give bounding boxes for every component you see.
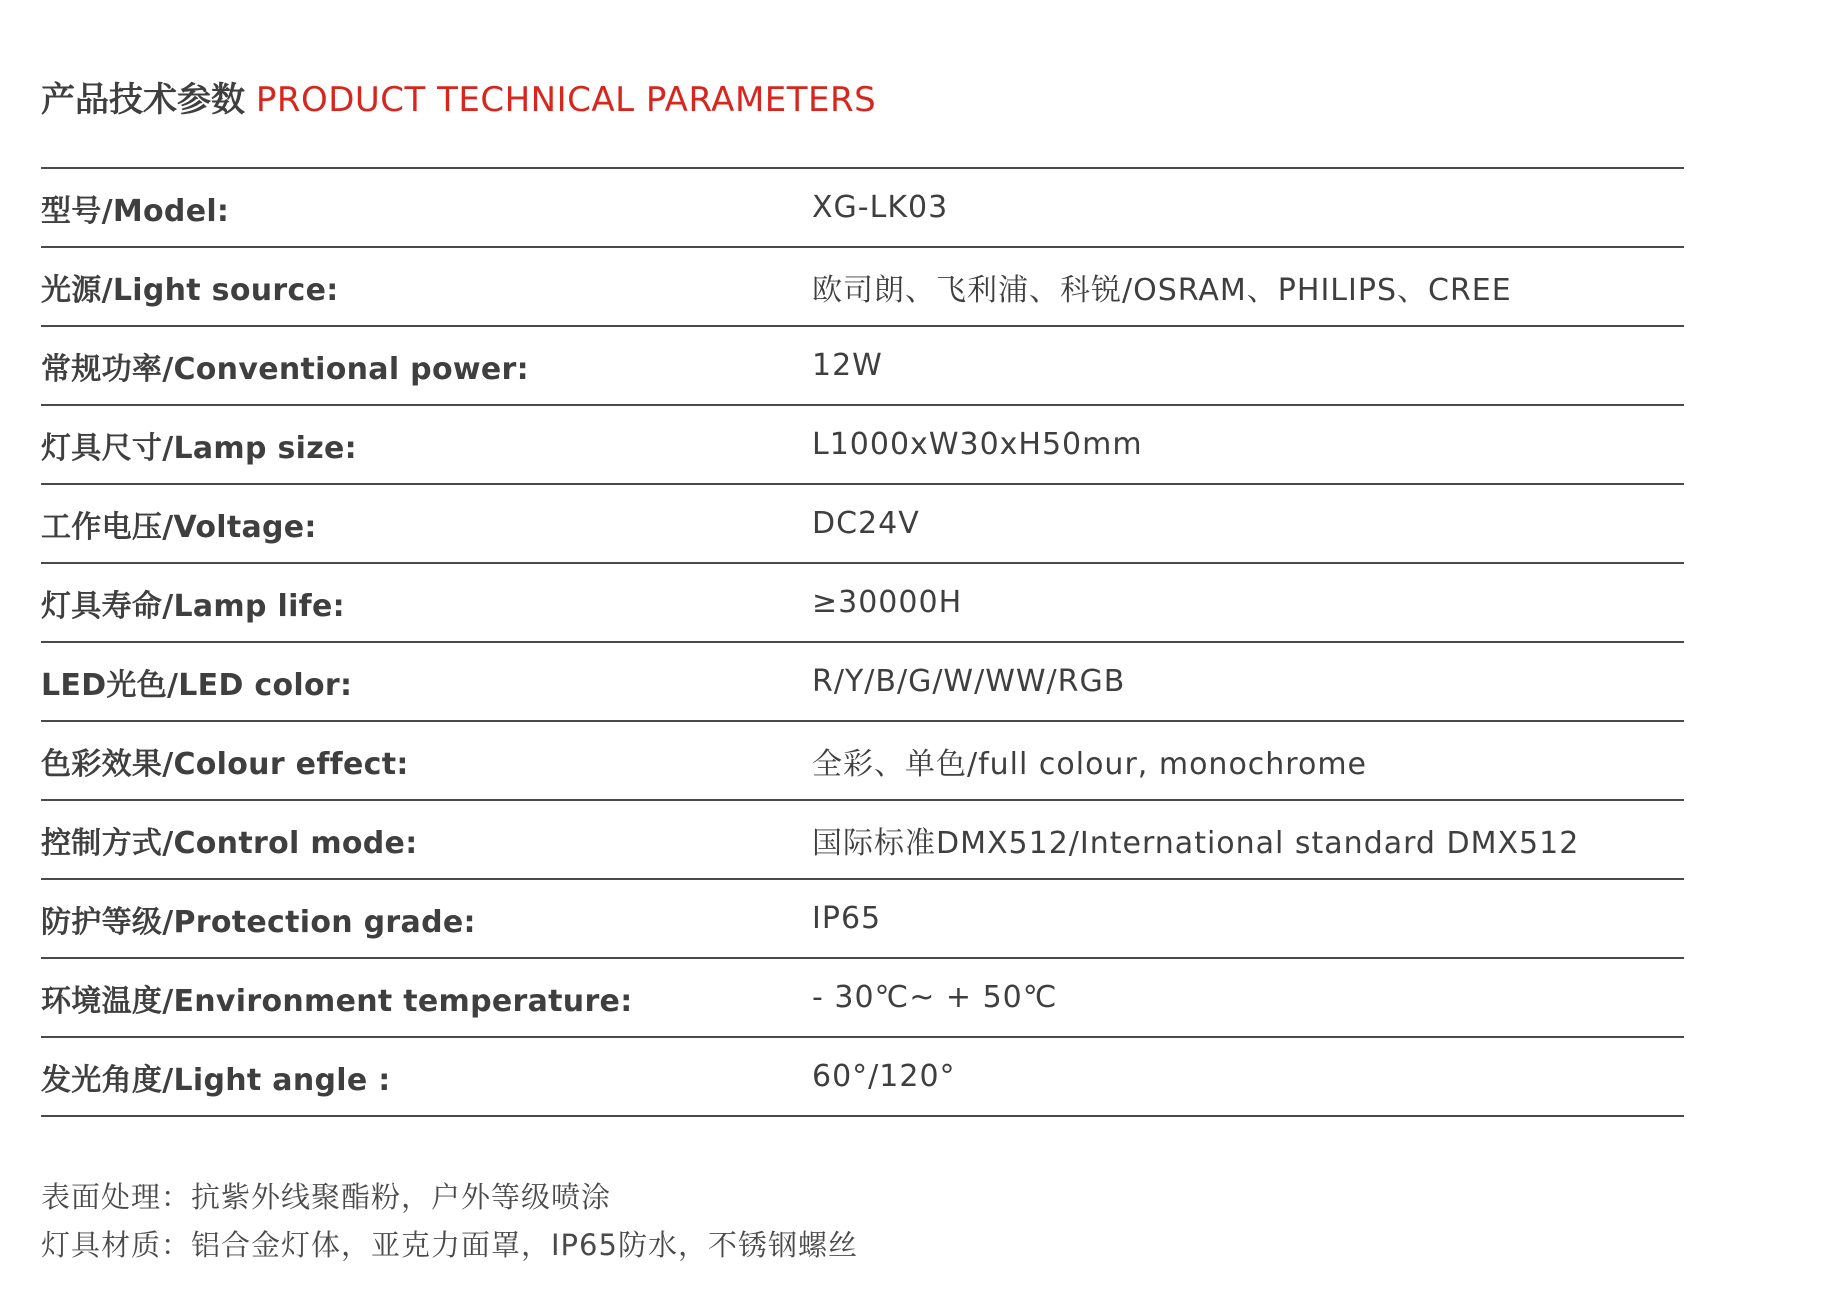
param-value: R/Y/B/G/W/WW/RGB	[812, 664, 1126, 699]
param-value: L1000xW30xH50mm	[812, 427, 1143, 462]
param-label: 灯具尺寸/Lamp size:	[41, 430, 357, 466]
surface-treatment-note: 表面处理：抗紫外线聚酯粉，户外等级喷涂	[41, 1180, 612, 1214]
param-value: - 30℃~ + 50℃	[812, 980, 1058, 1015]
param-value: 国际标准DMX512/International standard DMX512	[812, 825, 1580, 861]
table-row-led-color	[41, 643, 1684, 722]
title-chinese: 产品技术参数	[41, 80, 245, 120]
param-label: 防护等级/Protection grade:	[41, 904, 476, 940]
table-row-model	[41, 169, 1684, 248]
param-label: 工作电压/Voltage:	[41, 509, 317, 545]
param-label: 色彩效果/Colour effect:	[41, 746, 409, 782]
param-label: LED光色/LED color:	[41, 667, 353, 703]
table-row-control-mode	[41, 801, 1684, 880]
parameters-table	[41, 167, 1684, 1117]
footnotes	[41, 1173, 858, 1269]
title-english: PRODUCT TECHNICAL PARAMETERS	[255, 80, 877, 120]
table-row-lamp-size	[41, 406, 1684, 485]
table-row-power	[41, 327, 1684, 406]
table-row-light-source	[41, 248, 1684, 327]
page-title	[41, 76, 876, 124]
table-row-colour-effect	[41, 722, 1684, 801]
param-label: 控制方式/Control mode:	[41, 825, 418, 861]
param-value: DC24V	[812, 506, 920, 541]
param-value: ≥30000H	[812, 585, 963, 620]
param-value: 12W	[812, 348, 883, 383]
table-row-temperature	[41, 959, 1684, 1038]
param-value: 欧司朗、飞利浦、科锐/OSRAM、PHILIPS、CREE	[812, 272, 1512, 308]
table-row-protection-grade	[41, 880, 1684, 959]
param-value: IP65	[812, 901, 882, 936]
param-value: 全彩、单色/full colour, monochrome	[812, 746, 1368, 782]
param-value: XG-LK03	[812, 190, 949, 225]
lamp-material-note: 灯具材质：铝合金灯体，亚克力面罩，IP65防水，不锈钢螺丝	[41, 1228, 858, 1262]
param-label: 常规功率/Conventional power:	[41, 351, 529, 387]
param-label: 光源/Light source:	[41, 272, 339, 308]
param-value: 60°/120°	[812, 1059, 956, 1094]
param-label: 发光角度/Light angle :	[41, 1062, 391, 1098]
param-label: 型号/Model:	[41, 193, 230, 229]
param-label: 灯具寿命/Lamp life:	[41, 588, 345, 624]
table-row-lamp-life	[41, 564, 1684, 643]
table-row-voltage	[41, 485, 1684, 564]
param-label: 环境温度/Environment temperature:	[41, 983, 633, 1019]
table-row-light-angle	[41, 1038, 1684, 1117]
